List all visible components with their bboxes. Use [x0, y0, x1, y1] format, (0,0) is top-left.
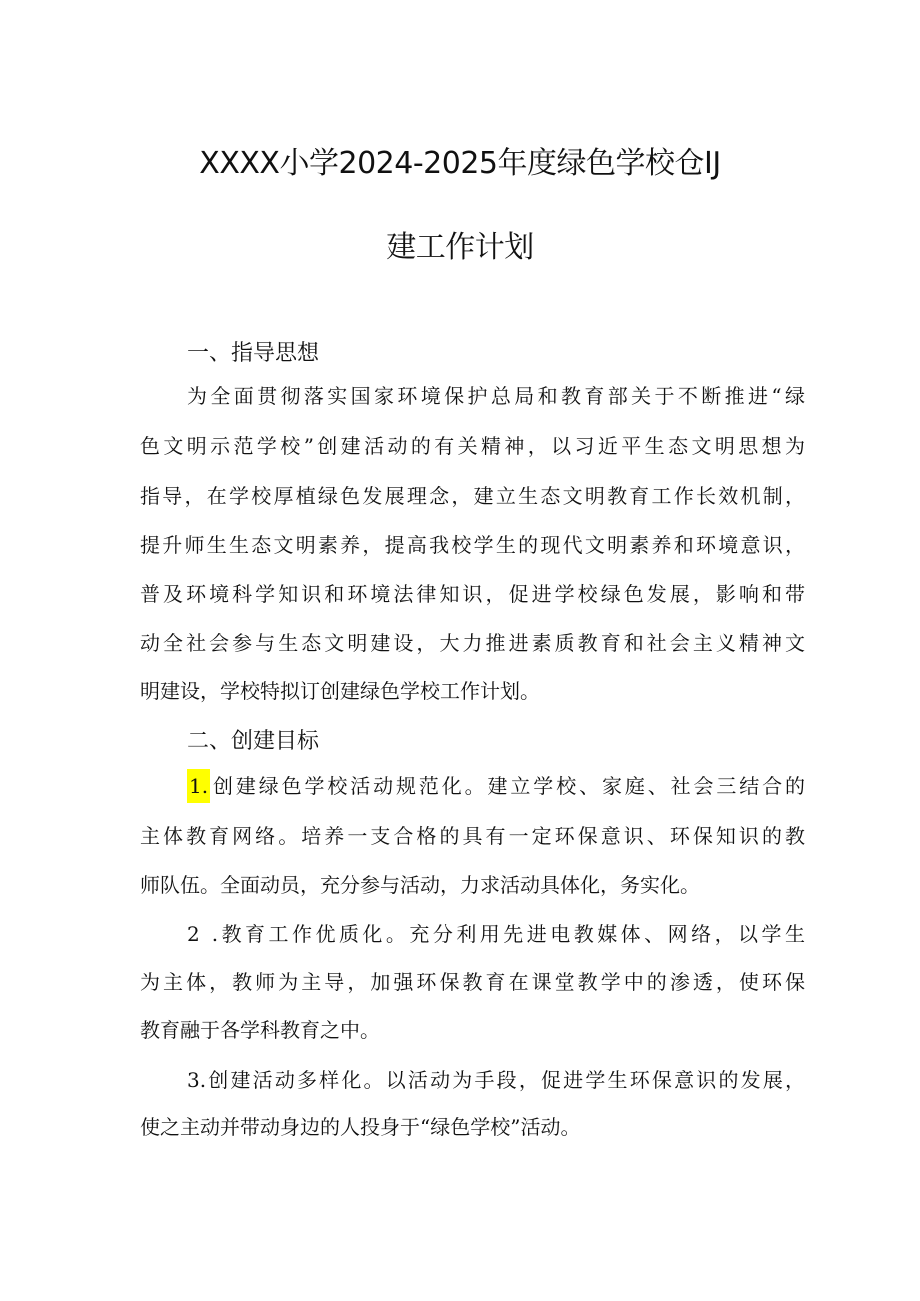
paragraph-line: 明建设，学校特拟订创建绿色学校工作计划。	[140, 679, 540, 703]
paragraph-line: 提升师生生态文明素养，提高我校学生的现代文明素养和环境意识，	[140, 533, 805, 557]
list-item-1-line	[187, 772, 805, 803]
section-heading-goals: 二、创建目标	[187, 729, 320, 754]
list-item-2-text: .教育工作优质化。充分利用先进电教媒体、网络，以学生	[211, 922, 805, 946]
paragraph-line: 动全社会参与生态文明建设，大力推进素质教育和社会主义精神文	[140, 631, 805, 655]
document-title-line-2: 建工作计划	[386, 230, 534, 265]
paragraph-line: 教育融于各学科教育之中。	[140, 1018, 380, 1042]
paragraph-line: 普及环境科学知识和环境法律知识，促进学校绿色发展，影响和带	[140, 582, 805, 606]
list-item-3-line	[187, 1066, 805, 1094]
list-item-1-text: 创建绿色学校活动规范化。建立学校、家庭、社会三结合的	[210, 774, 805, 798]
item-number: 2	[187, 922, 200, 946]
paragraph-line: 为全面贯彻落实国家环境保护总局和教育部关于不断推进“绿	[187, 384, 805, 408]
paragraph-line: 指导，在学校厚植绿色发展理念，建立生态文明教育工作长效机制，	[140, 484, 805, 508]
item-number: 3.	[187, 1068, 207, 1092]
paragraph-line: 师队伍。全面动员，充分参与活动，力求活动具体化，务实化。	[140, 873, 700, 897]
document-title-line-1: XXXX小学2024-2025年度绿色学校仓IJ	[199, 146, 721, 181]
paragraph-line: 主体教育网络。培养一支合格的具有一定环保意识、环保知识的教	[140, 824, 805, 848]
list-item-3-text: 创建活动多样化。以活动为手段，促进学生环保意识的发展，	[206, 1068, 805, 1092]
paragraph-line: 使之主动并带动身边的人投身于“绿色学校”活动。	[140, 1115, 581, 1139]
paragraph-line: 色文明示范学校”创建活动的有关精神，以习近平生态文明思想为	[140, 434, 805, 458]
paragraph-line: 为主体，教师为主导，加强环保教育在课堂教学中的渗透，使环保	[140, 970, 805, 994]
highlighted-item-number: 1.	[187, 769, 210, 803]
section-heading-guiding-ideology: 一、指导思想	[187, 341, 320, 366]
list-item-2-line	[187, 920, 805, 948]
